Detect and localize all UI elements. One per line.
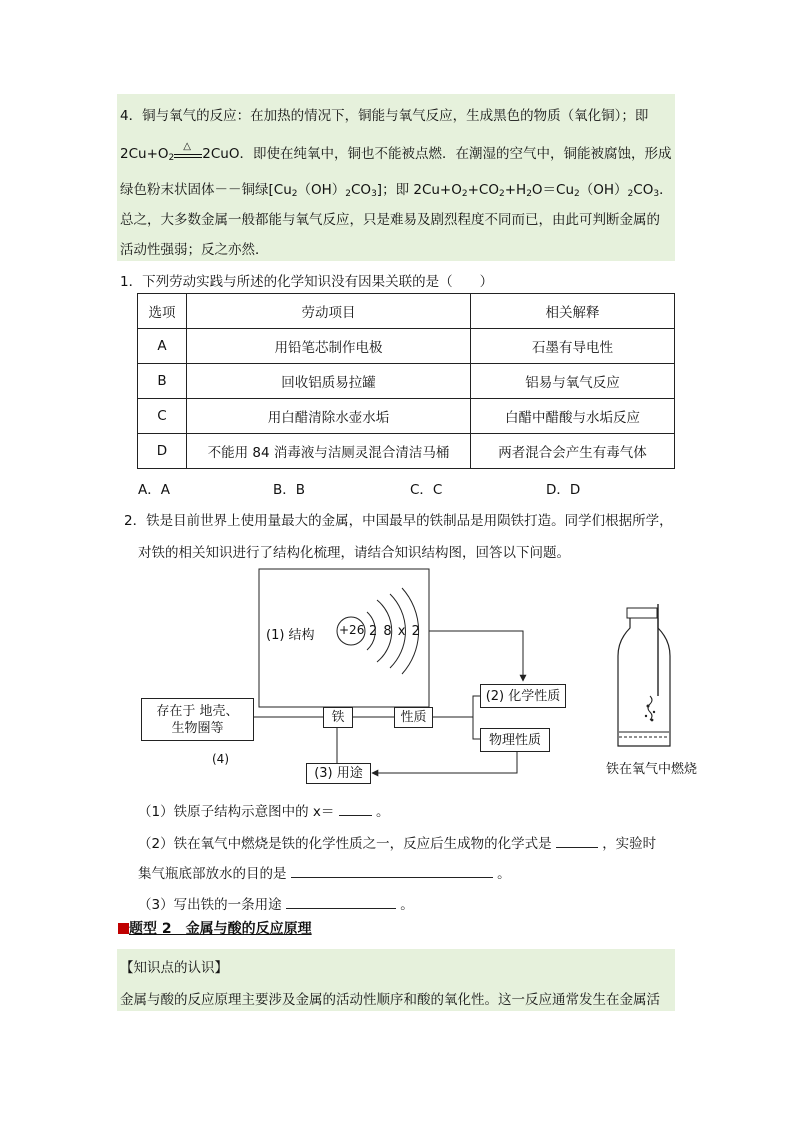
intro-line-5: 活动性强弱；反之亦然． <box>120 242 269 258</box>
jar-caption: 铁在氧气中燃烧 <box>606 762 698 777</box>
heat-symbol: △ <box>183 141 191 152</box>
iron-box: 铁 <box>323 707 353 728</box>
nucleus-charge: +26 <box>339 623 365 637</box>
exist-box: 存在于 地壳、 生物圈等 <box>141 698 254 741</box>
sub-question-1: （1）铁原子结构示意图中的 x＝ 。 <box>138 800 389 820</box>
choice-c[interactable]: C．C <box>410 482 443 498</box>
choice-d[interactable]: D．D <box>546 482 581 498</box>
choice-a[interactable]: A．A <box>138 482 170 498</box>
table-row: C 用白醋清除水壶水垢 白醋中醋酸与水垢反应 <box>138 399 675 434</box>
connector-line <box>372 752 517 773</box>
table-row: B 回收铝质易拉罐 铝易与氧气反应 <box>138 364 675 399</box>
table-row: D 不能用 84 消毒液与洁厕灵混合清洁马桶 两者混合会产生有毒气体 <box>138 434 675 469</box>
table-row: A 用铅笔芯制作电极 石墨有导电性 <box>138 329 675 364</box>
knowledge-paragraph: 金属与酸的反应原理主要涉及金属的活动性顺序和酸的氧化性。这一反应通常发生在金属活 <box>120 992 660 1008</box>
answer-blank-formula[interactable] <box>556 833 598 848</box>
question-2-stem-2: 对铁的相关知识进行了结构化梳理，请结合知识结构图，回答以下问题。 <box>138 545 570 561</box>
connector-line <box>473 696 480 739</box>
equation-left: 2Cu+O <box>120 146 169 162</box>
section-title: 题型 2 金属与酸的反应原理 <box>118 918 312 938</box>
intro-line-4: 总之，大多数金属一般都能与氧气反应，只是难易及剧烈程度不同而已，由此可判断金属的 <box>120 212 660 228</box>
sub-question-3: （3）写出铁的一条用途 。 <box>138 893 414 913</box>
structure-label: (1) 结构 <box>266 628 315 643</box>
question-1-stem: 1．下列劳动实践与所述的化学知识没有因果关联的是（ ） <box>120 274 494 290</box>
choice-b[interactable]: B．B <box>273 482 306 498</box>
phys-property-box: 物理性质 <box>480 728 550 752</box>
answer-blank-purpose[interactable] <box>291 863 493 878</box>
use-box: (3) 用途 <box>306 763 371 784</box>
question-2-stem-1: 2．铁是目前世界上使用量最大的金属，中国最早的铁制品是用陨铁打造。同学们根据所学， <box>124 513 673 529</box>
jar-illustration <box>618 604 670 746</box>
property-box: 性质 <box>394 707 433 728</box>
intro-line-3: 绿色粉末状固体－－铜绿$[Cu_2(OH)_2CO_3]$；即 $2Cu+O_2+CO_2+H_2O=Cu_2(OH)_2CO_3$． <box>120 182 673 199</box>
equation-right: 2CuO．即使在纯氧中，铜也不能被点燃．在潮湿的空气中，铜能被腐蚀，形成 <box>202 146 672 162</box>
answer-blank-use[interactable] <box>286 894 396 909</box>
node-4-label: (4) <box>212 752 229 766</box>
intro-line-2: $2Cu+O_2$ △ 2CuO．即使在纯氧中，铜也不能被点燃．在潮湿的空气中，铜能被腐蚀，形成 <box>120 141 672 163</box>
chem-property-box: (2) 化学性质 <box>480 684 566 708</box>
header-explanation: 相关解释 <box>471 294 675 329</box>
sub-question-2: （2）铁在氧气中燃烧是铁的化学性质之一，反应后生成物的化学式是 ，实验时 <box>138 832 656 852</box>
knowledge-label: 【知识点的认识】 <box>120 960 228 976</box>
sub-question-2-cont: 集气瓶底部放水的目的是 。 <box>138 862 511 882</box>
connector-line <box>429 631 523 681</box>
answer-blank-x[interactable] <box>339 801 372 816</box>
header-labor: 劳动项目 <box>187 294 471 329</box>
section-marker <box>118 923 129 934</box>
header-option: 选项 <box>138 294 187 329</box>
intro-line-1: 4．铜与氧气的反应：在加热的情况下，铜能与氧气反应，生成黑色的物质（氧化铜）；即 <box>120 108 649 124</box>
electron-shells: 2 8 x 2 <box>369 624 421 639</box>
